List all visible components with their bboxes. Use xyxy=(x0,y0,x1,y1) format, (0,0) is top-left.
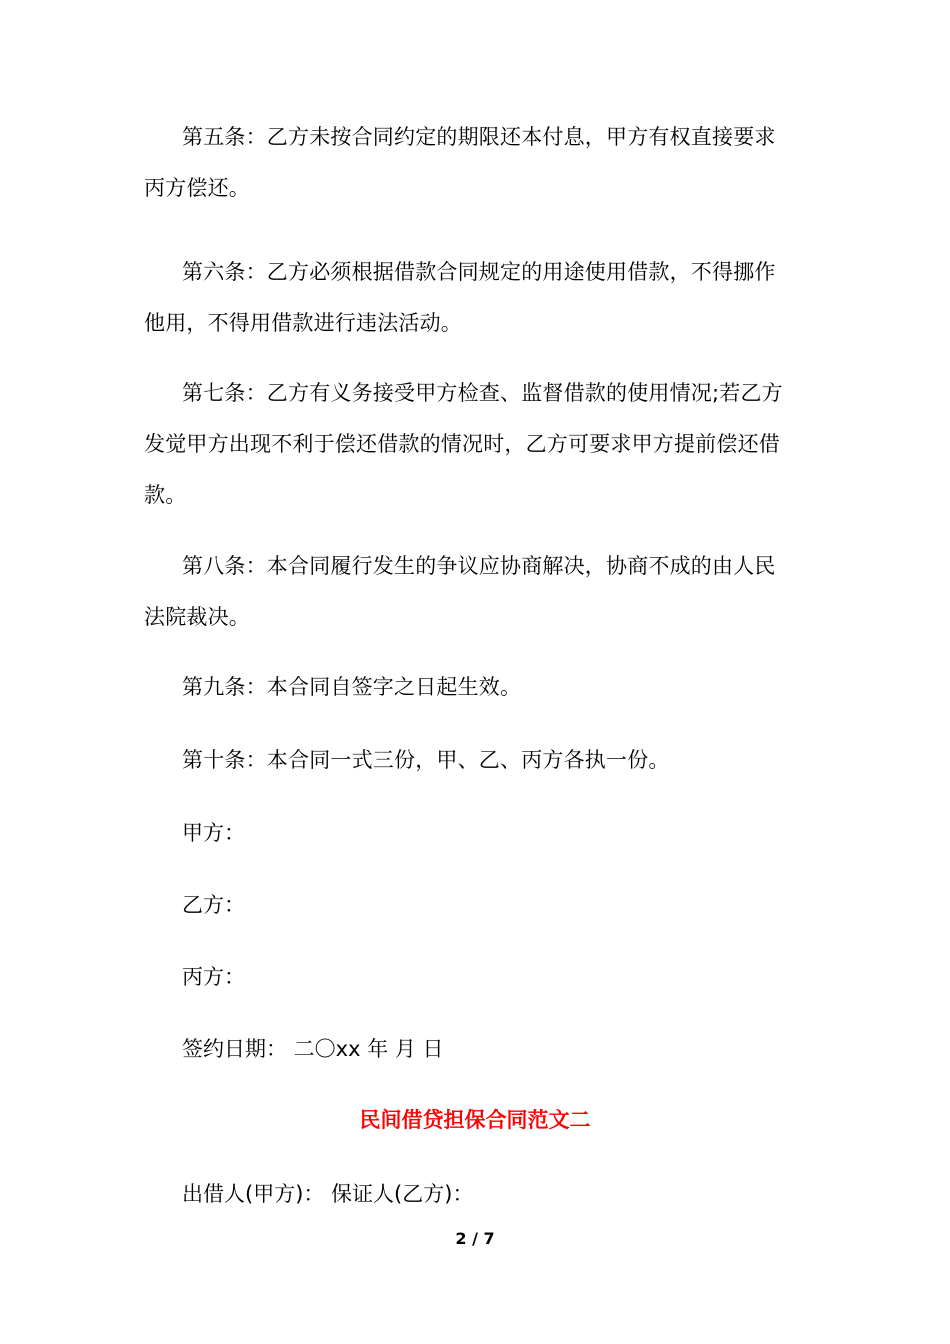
article-8: 第八条：本合同履行发生的争议应协商解决，协商不成的由人民法院裁决。 xyxy=(144,554,776,629)
article-10: 第十条：本合同一式三份，甲、乙、丙方各执一份。 xyxy=(182,748,670,772)
signature-party-b: 乙方： xyxy=(182,893,245,917)
signature-party-a: 甲方： xyxy=(182,821,245,845)
parties-line: 出借人(甲方)： 保证人(乙方)： xyxy=(182,1182,474,1206)
article-5: 第五条：乙方未按合同约定的期限还本付息，甲方有权直接要求丙方偿还。 xyxy=(144,125,776,200)
section-heading: 民间借贷担保合同范文二 xyxy=(359,1108,591,1132)
article-7: 第七条：乙方有义务接受甲方检查、监督借款的使用情况;若乙方发觉甲方出现不利于偿还借款的情况时，乙方可要求甲方提前偿还借款。 xyxy=(144,381,783,507)
signature-date: 签约日期： 二〇xx 年 月 日 xyxy=(182,1037,444,1061)
page-number: 2 / 7 xyxy=(455,1229,495,1248)
article-6: 第六条：乙方必须根据借款合同规定的用途使用借款，不得挪作他用，不得用借款进行违法活动。 xyxy=(144,260,776,335)
article-9: 第九条：本合同自签字之日起生效。 xyxy=(182,675,522,699)
signature-party-c: 丙方： xyxy=(182,965,245,989)
